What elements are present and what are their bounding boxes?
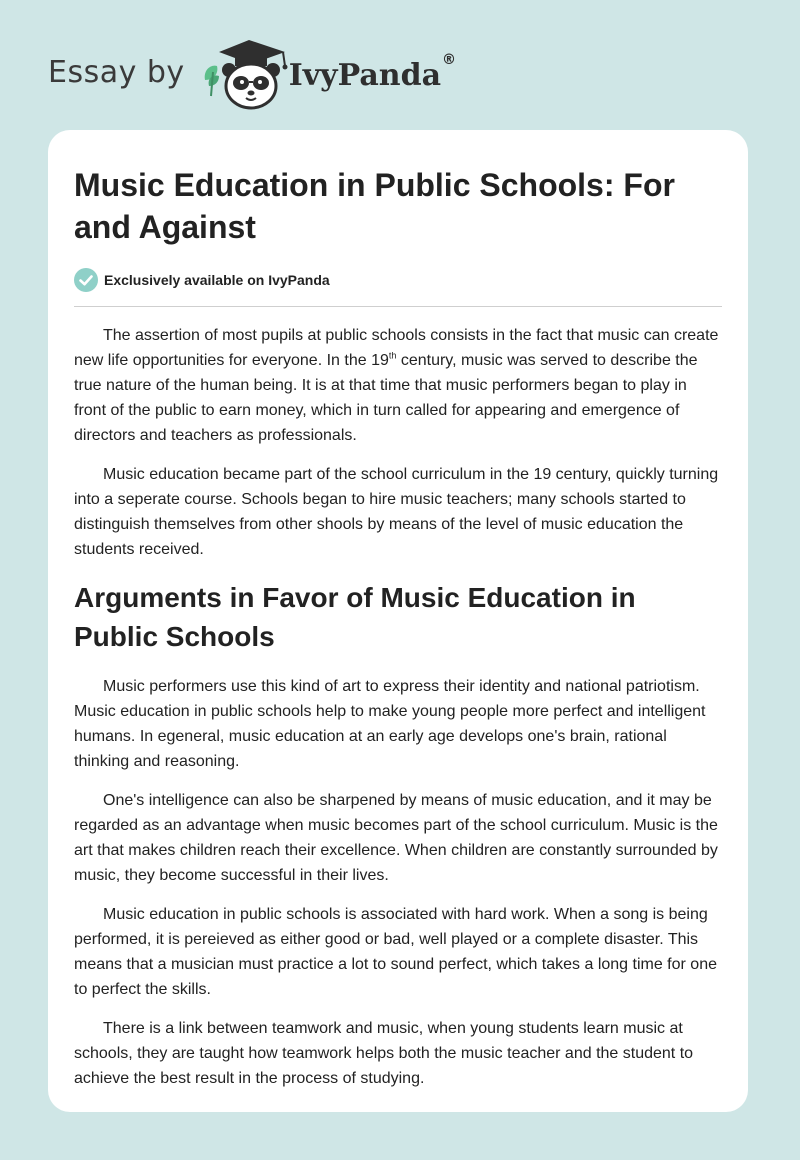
site-header [48,36,456,112]
intro-paragraph-1: The assertion of most pupils at public schools consists in the fact that music can create new life opportunities for everyone. In the 19th century, music was served to describe the true nature of the human being. It is at that time that music performers began to play in front of the public to earn money, which in turn called for appearing and emergence of directors and teachers as professionals. [74,327,719,444]
check-circle-icon [74,268,98,292]
section-heading: Arguments in Favor of Music Education in Public Schools [74,582,636,652]
essay-body [74,323,722,1091]
section-paragraph-1: Music performers use this kind of art to express their identity and national patriotism. Music education in public schools help to make young people more perfect and intelligent humans. In egeneral, music education at an early age develops one's brain, rational thinking and reasoning. [74,678,706,770]
section-paragraph-4: There is a link between teamwork and music, when young students learn music at schools, they are taught how teamwork helps both the music teacher and the student to achieve the best result in the process of studying. [74,1020,694,1087]
section-paragraph-3: Music education in public schools is associated with hard work. When a song is being performed, it is pereieved as either good or bad, well played or a complete disaster. This means that a musician must practice a lot to sound perfect, which takes a long time for one to perfect the skills. [74,906,717,998]
brand-name[interactable]: IvyPanda® [288,51,457,93]
page-title: Music Education in Public Schools: For and Against [74,167,675,245]
registered-mark: ® [442,51,457,68]
intro-paragraph-2: Music education became part of the school curriculum in the 19 century, quickly turning into a seperate course. Schools began to hire music teachers; many schools started to distinguish themselves from other shools by means of the level of music education the students received. [74,466,719,558]
exclusive-badge [74,268,722,307]
section-paragraph-2: One's intelligence can also be sharpened by means of music education, and it may be regarded as an advantage when music becomes part of the school curriculum. Music is the art that makes children reach their excellence. When children are constantly surrounded by music, they become successful in their lives. [74,792,718,884]
panda-logo-icon[interactable] [199,36,295,112]
ordinal-suffix: th [388,350,397,361]
exclusive-label: Exclusively available on IvyPanda [104,272,330,288]
essay-card [48,130,748,1112]
essay-by-label: Essay by [48,54,185,90]
